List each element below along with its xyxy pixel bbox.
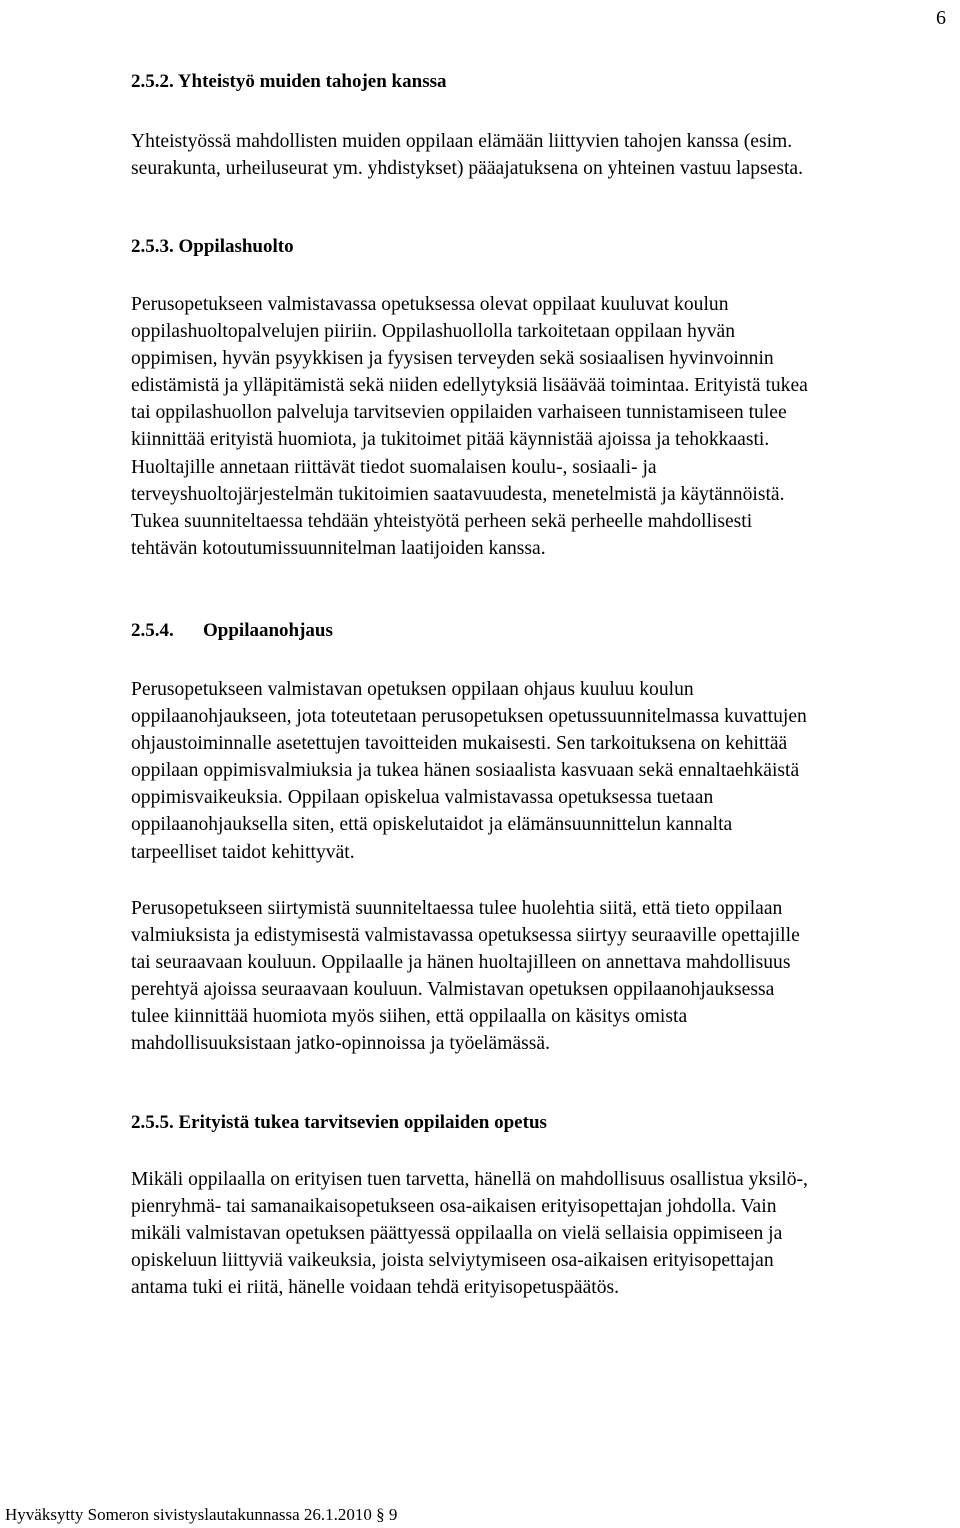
text-line: tai seuraavaan kouluun. Oppilaalle ja hänen huoltajilleen on annettava mahdollisuus [131,952,791,974]
text-line: oppimisvaikeuksia. Oppilaan opiskelua valmistavassa opetuksessa tuetaan [131,787,714,809]
section-title: Erityistä tukea tarvitsevien oppilaiden opetus [178,1112,547,1133]
paragraph-2-5-5 [131,1166,960,1301]
text-line: mikäli valmistavan opetuksen päättyessä oppilaalla on vielä sellaisia oppimiseen ja [131,1223,783,1245]
text-line: antama tuki ei riitä, hänelle voidaan tehdä erityisopetuspäätös. [131,1277,620,1299]
footer-number: 9 [388,1505,398,1524]
text-line: tai oppilashuollon palveluja tarvitsevien oppilaiden varhaiseen tunnistamiseen tulee [131,402,787,424]
text-line: Huoltajille annetaan riittävät tiedot suomalaisen koulu-, sosiaali- ja [131,456,657,478]
page-footer [5,1504,397,1526]
paragraph-2-5-4-b [131,895,960,1058]
section-heading-2-5-2 [131,68,446,95]
text-line: oppimisen, hyvän psyykkisen ja fyysisen terveyden sekä sosiaalisen hyvinvoinnin [131,348,774,370]
text-line: valmiuksista ja edistymisestä valmistavassa opetuksessa siirtyy seuraaville opettajille [131,925,800,947]
text-line: Perusopetukseen siirtymistä suunniteltaessa tulee huolehtia siitä, että tieto oppilaan [131,898,783,919]
text-line: tehtävän kotoutumissuunnitelman laatijoiden kanssa. [131,537,546,559]
text-line: oppilashuoltopalvelujen piiriin. Oppilashuollolla tarkoitetaan oppilaan hyvän [131,321,736,343]
text-line: Tukea suunniteltaessa tehdään yhteistyötä perheen sekä perheelle mahdollisesti [131,510,753,532]
section-title: Oppilashuolto [178,236,294,257]
text-line: pienryhmä- tai samanaikaisopetukseen osa-aikaisen erityisopettajan johdolla. Vain [131,1196,777,1218]
text-line: tulee kiinnittää huomiota myös siihen, että oppilaalla on käsitys omista [131,1006,688,1028]
text-line: terveyshuoltojärjestelmän tukitoimien saatavuudesta, menetelmistä ja käytännöistä. [131,483,785,505]
section-number: 2.5.4. [131,620,174,641]
text-line: oppilaan oppimisvalmiuksia ja tukea hänen sosiaalista kasvuaan sekä ennaltaehkäistä [131,760,800,782]
text-line: Mikäli oppilaalla on erityisen tuen tarvetta, hänellä on mahdollisuus osallistua yksilö-, [131,1169,808,1190]
section-heading-2-5-4 [131,617,333,644]
section-sign: § [376,1505,385,1524]
text-line: opiskeluun liittyviä vaikeuksia, joista selviytymiseen osa-aikaisen erityisopettajan [131,1250,774,1272]
text-line: Perusopetukseen valmistavassa opetuksessa olevat oppilaat kuuluvat koulun [131,294,729,315]
text-line: perehtyä ajoissa seuraavaan kouluun. Valmistavan opetuksen oppilaanohjauksessa [131,979,775,1001]
text-line: edistämistä ja ylläpitämistä sekä niiden edellytyksiä lisäävää toimintaa. Erityistä tukea [131,375,808,397]
section-title: Yhteistyö muiden tahojen kanssa [177,71,447,92]
section-heading-2-5-3 [131,233,294,260]
text-line: Perusopetukseen valmistavan opetuksen oppilaan ohjaus kuuluu koulun [131,679,694,700]
text-line: kiinnittää erityistä huomiota, ja tukitoimet pitää käynnistää ajoissa ja tehokkaasti. [131,429,770,451]
text-line: seurakunta, urheiluseurat ym. yhdistykset) pääajatuksena on yhteinen vastuu lapsesta. [131,158,803,180]
text-line: oppilaanohjauksella siten, että opiskelutaidot ja elämänsuunnittelun kannalta [131,814,733,836]
section-heading-2-5-5 [131,1109,547,1136]
text-line: ohjaustoiminnalle asetettujen tavoitteiden mukaisesti. Sen tarkoituksena on kehittää [131,733,788,755]
section-number: 2.5.5. [131,1112,174,1133]
page-number: 6 [936,7,946,29]
text-line: tarpeelliset taidot kehittyvät. [131,841,355,863]
footer-text: Hyväksytty Someron sivistyslautakunnassa 26.1.2010 [5,1505,372,1524]
section-number: 2.5.3. [131,236,174,257]
section-title: Oppilaanohjaus [203,620,333,641]
section-number: 2.5.2. [131,71,174,92]
text-line: oppilaanohjaukseen, jota toteutetaan perusopetuksen opetussuunnitelmassa kuvattujen [131,706,807,728]
paragraph-2-5-4-a [131,676,960,866]
text-line: Yhteistyössä mahdollisten muiden oppilaan elämään liittyvien tahojen kanssa (esim. [131,131,793,152]
text-line: mahdollisuuksistaan jatko-opinnoissa ja työelämässä. [131,1033,551,1055]
paragraph-2-5-3 [131,291,960,562]
paragraph-2-5-2 [131,128,960,182]
